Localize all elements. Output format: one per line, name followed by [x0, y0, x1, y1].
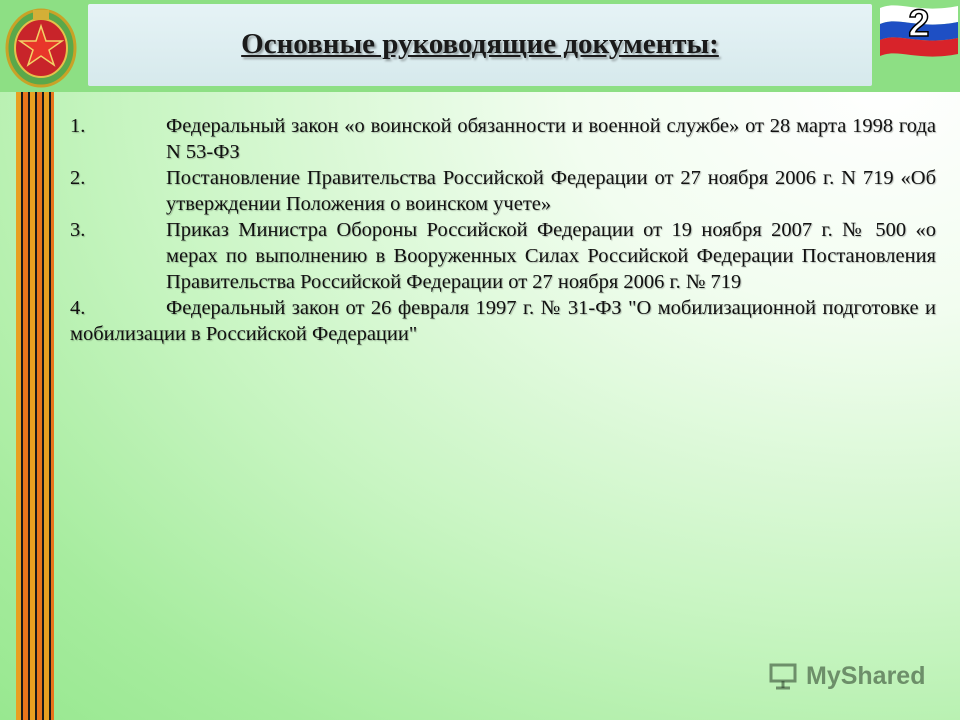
- watermark: [768, 656, 928, 696]
- list-text: Приказ Министра Обороны Российской Федерации от 19 ноября 2007 г. № 500 «о мерах по выполнению в Вооруженных Силах Российской Федерации Постановления Правительства Российской Федерации от 27 ноября 2006 г. № 719: [166, 219, 936, 293]
- list-number: 2.: [70, 167, 86, 189]
- watermark-text: MyShared: [806, 661, 926, 690]
- st-george-ribbon: [16, 92, 54, 720]
- presentation-icon: [768, 661, 798, 691]
- list-item: [70, 217, 936, 295]
- list-number: 3.: [70, 219, 86, 241]
- list-item: [70, 165, 936, 217]
- list-text: Постановление Правительства Российской Федерации от 27 ноября 2006 г. N 719 «Об утверждении Положения о воинском учете»: [166, 167, 936, 215]
- list-text: Федеральный закон «о воинской обязанности и военной службе» от 28 марта 1998 года N 53-ФЗ: [166, 115, 936, 163]
- title-box: [88, 4, 872, 86]
- list-item: [70, 295, 936, 347]
- document-list: [70, 113, 936, 347]
- list-number: 4.: [70, 297, 86, 319]
- list-number: 1.: [70, 115, 86, 137]
- military-star-emblem-icon: [4, 4, 78, 88]
- page-title: Основные руководящие документы:: [241, 28, 719, 60]
- slide-number: 2: [908, 3, 930, 45]
- list-item: [70, 113, 936, 165]
- list-text: Федеральный закон от 26 февраля 1997 г. № 31-ФЗ "О мобилизационной подготовке и мобилизации в Российской Федерации": [70, 297, 936, 345]
